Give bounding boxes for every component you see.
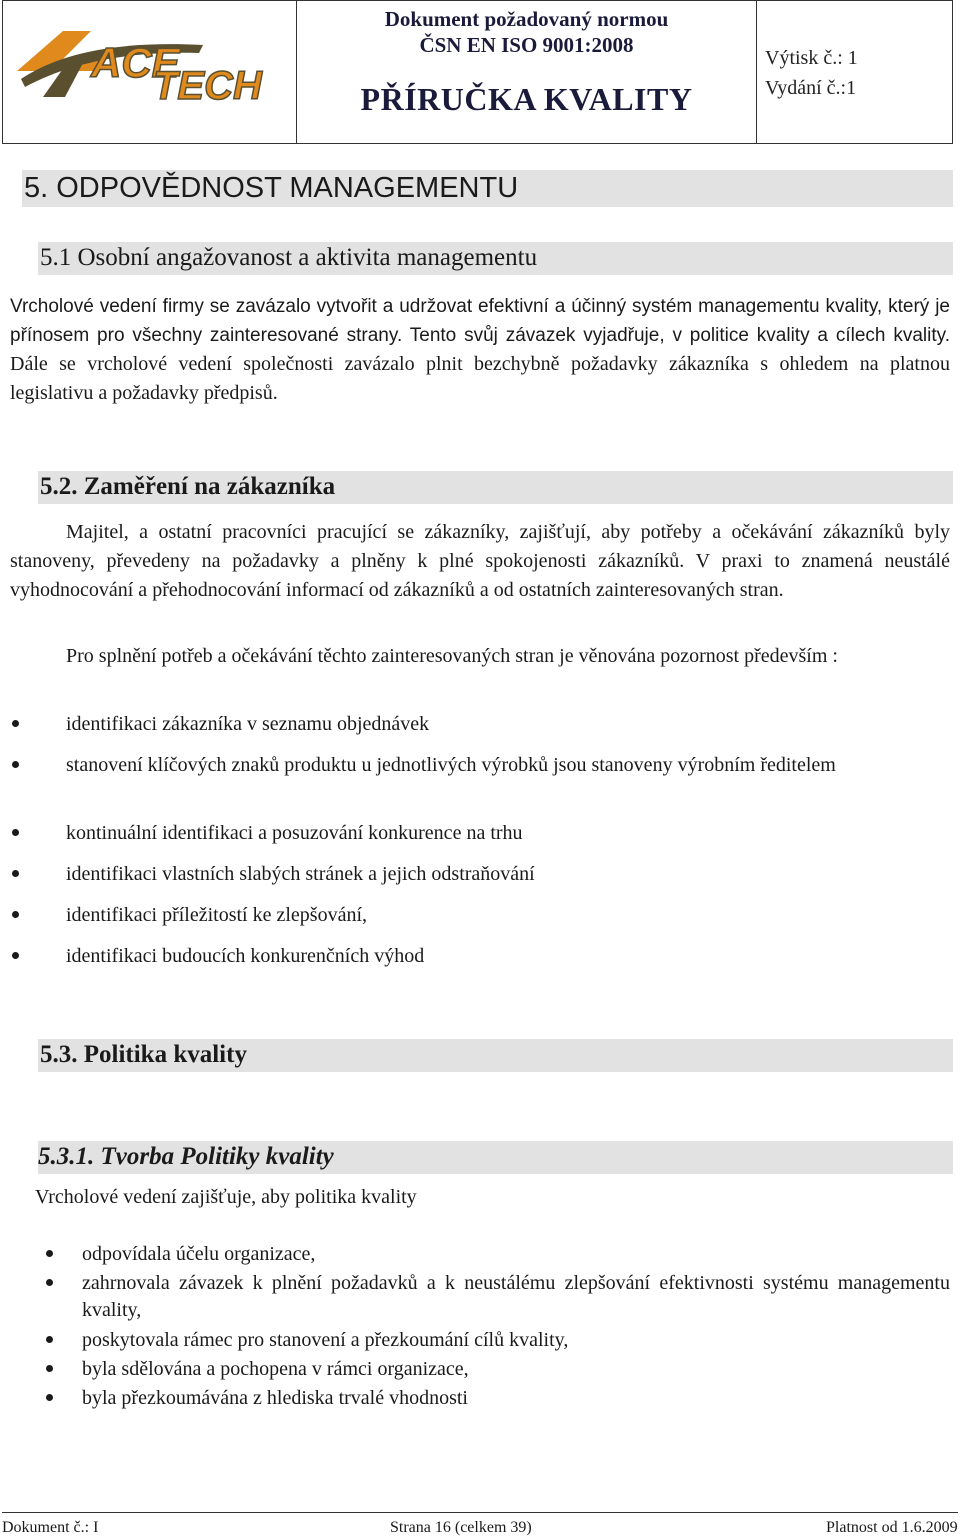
bullet-icon bbox=[12, 870, 19, 877]
list-item: byla sdělována a pochopena v rámci organizace, bbox=[82, 1358, 469, 1380]
section-5-3-1-title: 5.3.1. Tvorba Politiky kvality bbox=[38, 1143, 334, 1170]
norm-line-2: ČSN EN ISO 9001:2008 bbox=[419, 33, 634, 57]
bullet-icon bbox=[46, 1394, 53, 1401]
bullet-icon bbox=[12, 952, 19, 959]
bullet-icon bbox=[46, 1365, 53, 1372]
meta-block bbox=[765, 43, 858, 103]
logo-cell bbox=[3, 1, 297, 143]
svg-text:ACE: ACE bbox=[91, 39, 180, 86]
chapter-title: 5. ODPOVĚDNOST MANAGEMENTU bbox=[24, 172, 519, 204]
bullet-icon bbox=[12, 761, 19, 768]
bullet-icon bbox=[46, 1279, 53, 1286]
bullet-icon bbox=[46, 1336, 53, 1343]
section-5-2-para-2: Pro splnění potřeb a očekávání těchto zainteresovaných stran je věnována pozornost především : bbox=[66, 645, 838, 667]
print-number: Výtisk č.: 1 bbox=[765, 47, 858, 69]
section-5-1-text-serif: Dále se vrcholové vedení společnosti zavázalo plnit bezchybně požadavky zákazníka s ohledem na platnou legislativu a požadavky předpisů. bbox=[10, 353, 950, 404]
list-item: identifikaci budoucích konkurenčních výhod bbox=[66, 945, 425, 967]
list-item: poskytovala rámec pro stanovení a přezkoumání cílů kvality, bbox=[82, 1329, 569, 1351]
norm-caption bbox=[297, 1, 756, 58]
bullet-icon bbox=[46, 1250, 53, 1257]
list-item: odpovídala účelu organizace, bbox=[82, 1243, 316, 1265]
footer-divider bbox=[2, 1512, 958, 1513]
section-5-1-text bbox=[10, 292, 950, 408]
meta-cell bbox=[757, 1, 952, 143]
bullet-icon bbox=[12, 829, 19, 836]
section-5-1-text-sans: Vrcholové vedení firmy se zavázalo vytvořit a udržovat efektivní a účinný systém managementu kvality, který je přínosem pro všechny zainteresované strany. Tento svůj závazek vyjadřuje, v politice kvality a cílech kvality. bbox=[10, 296, 950, 346]
document-header bbox=[2, 0, 953, 144]
acetech-logo bbox=[3, 1, 293, 141]
section-5-3-title: 5.3. Politika kvality bbox=[40, 1041, 247, 1068]
list-item: kontinuální identifikaci a posuzování konkurence na trhu bbox=[66, 822, 523, 844]
manual-title: PŘÍRUČKA KVALITY bbox=[360, 81, 693, 117]
section-5-1-title: 5.1 Osobní angažovanost a aktivita managementu bbox=[40, 244, 538, 271]
list-item: identifikaci vlastních slabých stránek a jejich odstraňování bbox=[66, 863, 535, 885]
section-5-3-1-intro: Vrcholové vedení zajišťuje, aby politika kvality bbox=[35, 1186, 417, 1208]
section-5-2-title: 5.2. Zaměření na zákazníka bbox=[40, 473, 336, 500]
footer-valid-from: Platnost od 1.6.2009 bbox=[826, 1519, 958, 1536]
footer-page-number: Strana 16 (celkem 39) bbox=[390, 1519, 532, 1536]
list-item: stanovení klíčových znaků produktu u jednotlivých výrobků jsou stanoveny výrobním ředitelem bbox=[66, 754, 836, 776]
footer-document-number: Dokument č.: I bbox=[2, 1519, 99, 1536]
bullet-icon bbox=[12, 720, 19, 727]
norm-line-1: Dokument požadovaný normou bbox=[384, 7, 669, 31]
svg-text:TECH: TECH bbox=[153, 64, 262, 108]
bullet-icon bbox=[12, 911, 19, 918]
list-item: byla přezkoumávána z hlediska trvalé vhodnosti bbox=[82, 1387, 468, 1409]
section-5-2-para-1: Majitel, a ostatní pracovníci pracující se zákazníky, zajišťují, aby potřeby a očekávání zákazníků byly stanoveny, převedeny na požadavky a plněny k plné spokojenosti zákazníků. V praxi to znamená neustálé vyhodnocování a přehodnocování informací od zákazníků a od ostatních zainteresovaných stran. bbox=[10, 521, 950, 601]
list-item: identifikaci zákazníka v seznamu objednávek bbox=[66, 713, 430, 735]
edition-number: Vydání č.:1 bbox=[765, 77, 857, 99]
list-item: zahrnovala závazek k plnění požadavků a k neustálému zlepšování efektivnosti systému managementu kvality, bbox=[82, 1272, 950, 1321]
title-cell bbox=[297, 1, 757, 143]
list-item: identifikaci příležitostí ke zlepšování, bbox=[66, 904, 368, 926]
